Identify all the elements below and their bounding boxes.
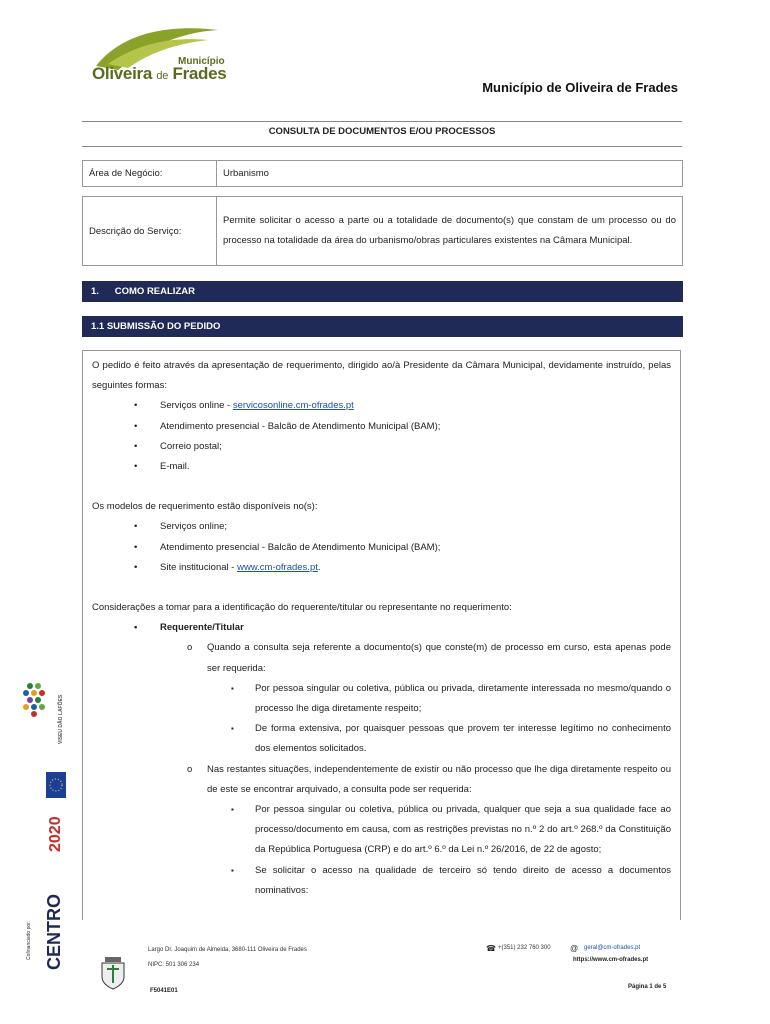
section-como-realizar: 1. COMO REALIZAR (82, 281, 683, 302)
footer-document-code: F5041E01 (150, 988, 178, 994)
logo-name: Oliveira de Frades (92, 64, 227, 83)
organization-title: Município de Oliveira de Frades (482, 80, 678, 95)
footer-nipc: NIPC: 501 306 234 (148, 962, 200, 968)
list-item: • Site institucional - www.cm-ofrades.pt. (92, 558, 671, 578)
content-box (82, 350, 681, 920)
list-item: • Serviços online; (92, 517, 671, 537)
list-item: o Quando a consulta seja referente a documento(s) que conste(m) de processo em curso, esta apenas pode ser requerida: (92, 638, 671, 678)
phone-icon: ☎ (486, 944, 496, 953)
case2-sublist (92, 800, 671, 901)
email-icon: @ (570, 944, 579, 953)
intro-paragraph: O pedido é feito através da apresentação de requerimento, dirigido ao/à Presidente da Câmara Municipal, devidamente instruído, pelas seguintes formas: (92, 360, 671, 392)
requester-title: • Requerente/Titular (92, 618, 671, 638)
section-submissao-pedido: 1.1 SUBMISSÃO DO PEDIDO (82, 316, 683, 337)
considerations-paragraph: Considerações a tomar para a identificação do requerente/titular ou representante no requerimento: (92, 602, 512, 614)
models-paragraph: Os modelos de requerimento estão disponíveis no(s): (92, 501, 318, 513)
servicos-online-link[interactable]: servicosonline.cm-ofrades.pt (232, 400, 354, 412)
request-forms-list (92, 396, 671, 477)
area-value: Urbanismo (217, 161, 683, 187)
cofinanciado-text: Cofinanciado por: (26, 920, 32, 960)
list-item: • Atendimento presencial - Balcão de Atendimento Municipal (BAM); (92, 417, 671, 437)
dots-logo-icon (22, 680, 48, 720)
service-description-table (82, 196, 683, 266)
viseu-dao-lafoes-text: VISEU DÃO LAFÕES (58, 694, 64, 744)
page-number: Página 1 de 5 (628, 984, 667, 990)
business-area-table (82, 160, 683, 187)
requester-list (92, 618, 671, 638)
description-value: Permite solicitar o acesso a parte ou a totalidade de documento(s) que constam de um processo ou do processo na totalidade da área do urbanismo/obras particulares existentes na Câmara Municipal. (217, 197, 683, 266)
list-item: • E-mail. (92, 457, 671, 477)
footer-phone: +(351) 232 760 300 (498, 945, 551, 951)
divider (82, 121, 682, 122)
centro-2020-logo: CENTRO (44, 894, 64, 970)
list-item: ▪ Por pessoa singular ou coletiva, pública ou privada, qualquer que seja a sua qualidade face ao processo/documento em causa, com as restrições previstas no n.º 2 do art.º 268.º da Constituição da República Portuguesa (CRP) e do art.º 6.º da Lei n.º 26/2016, de 22 de agosto; (92, 800, 671, 861)
description-label: Descrição do Serviço: (83, 197, 217, 266)
divider (82, 146, 682, 147)
portugal-2020-logo: 2020 (47, 816, 64, 852)
case-list (92, 638, 671, 678)
coat-of-arms-icon (98, 955, 128, 991)
site-institucional-link[interactable]: www.cm-ofrades.pt (237, 561, 318, 573)
list-item: ▪ Por pessoa singular ou coletiva, pública ou privada, diretamente interessada no mesmo/quando o processo lhe diga diretamente respeito; (92, 679, 671, 719)
list-item: o Nas restantes situações, independentemente de existir ou não processo que lhe diga diretamente respeito ou de este se encontrar arquivado, a consulta pode ser requerida: (92, 760, 671, 800)
list-item: • Correio postal; (92, 437, 671, 457)
eu-flag-icon (46, 772, 66, 798)
footer-website[interactable]: https://www.cm-ofrades.pt (573, 957, 649, 963)
list-item: ▪ Se solicitar o acesso na qualidade de terceiro só tendo direito de acesso a documentos nominativos: (92, 861, 671, 901)
list-item: • Serviços online - servicosonline.cm-ofrades.pt (92, 396, 671, 416)
models-list (92, 517, 671, 578)
area-label: Área de Negócio: (83, 161, 217, 187)
list-item: • Atendimento presencial - Balcão de Atendimento Municipal (BAM); (92, 538, 671, 558)
case-list (92, 760, 671, 800)
case1-sublist (92, 679, 671, 760)
list-item: ▪ De forma extensiva, por quaisquer pessoas que provem ter interesse legítimo no conhecimento dos elementos solicitados. (92, 719, 671, 759)
footer-email[interactable]: geral@cm-ofrades.pt (584, 945, 641, 951)
document-title: CONSULTA DE DOCUMENTOS E/OU PROCESSOS (268, 126, 496, 137)
logo-municipio-text: Município (178, 56, 225, 67)
footer-address: Largo Dr. Joaquim de Almeida, 3680-111 Oliveira de Frades (148, 947, 307, 953)
